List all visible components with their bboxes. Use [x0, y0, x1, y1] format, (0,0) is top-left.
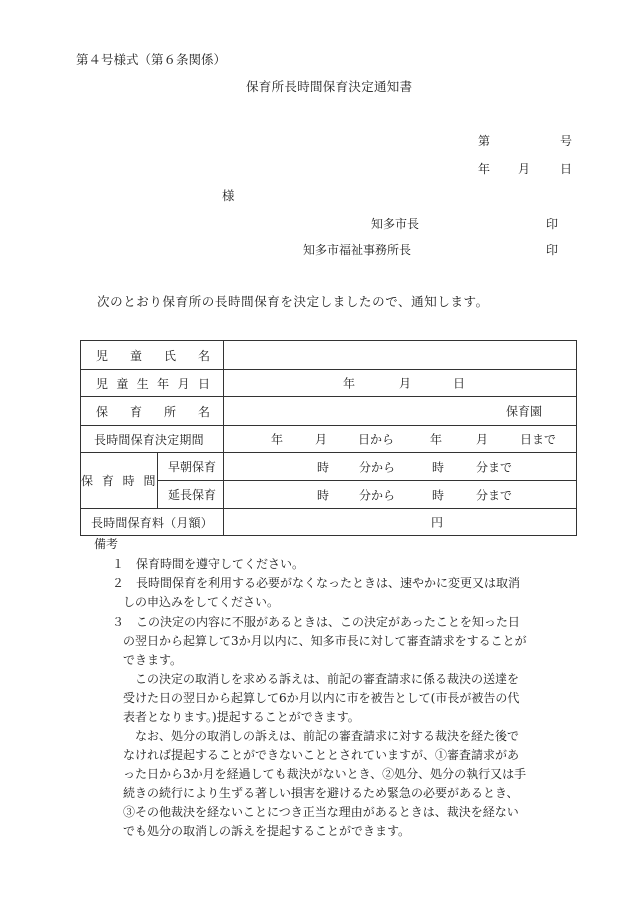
date-month: 月: [518, 162, 531, 176]
row-early-care: [81, 453, 577, 481]
number-suffix: 号: [560, 134, 573, 148]
facility-value[interactable]: 保育園: [224, 397, 577, 426]
extended-care-value[interactable]: 時 分から 時 分まで: [224, 481, 577, 509]
date-day: 日: [560, 162, 573, 176]
period-label: 長時間保育決定期間: [81, 426, 224, 453]
note-1: １ 保育時間を遵守してください。: [112, 557, 305, 571]
sender-mayor: 知多市長: [371, 217, 420, 231]
mayor-seal-mark: 印: [546, 217, 559, 231]
row-fee: [81, 509, 577, 536]
fee-label: 長時間保育料（月額）: [81, 509, 224, 536]
row-facility: [81, 397, 577, 426]
row-birthdate: [81, 370, 577, 397]
office-seal-mark: 印: [546, 243, 559, 257]
note-2-line-1: ２ 長時間保育を利用する必要がなくなったときは、速やかに変更又は取消: [112, 576, 521, 590]
row-child-name: [81, 341, 577, 370]
note-3-para-3-line-6: でも処分の取消しの訴えを提起することができます。: [123, 824, 411, 838]
note-3-line-3: できます。: [123, 653, 183, 667]
note-3-para-2-line-1: この決定の取消しを求める訴えは、前記の審査請求に係る裁決の送達を: [135, 672, 520, 686]
child-name-label: 児 童 氏 名: [81, 341, 224, 370]
extended-care-label: 延長保育: [158, 481, 224, 509]
care-hours-label: 保 育 時 間: [81, 453, 158, 509]
number-prefix: 第: [478, 134, 491, 148]
child-name-value[interactable]: [224, 341, 577, 370]
form-number: 第４号様式（第６条関係）: [76, 52, 227, 67]
early-care-label: 早朝保育: [158, 453, 224, 481]
birthdate-label: 児 童 生 年 月 日: [81, 370, 224, 397]
note-3-para-3-line-5: ③その他裁決を経ないことにつき正当な理由があるときは、裁決を経ない: [123, 805, 519, 819]
birthdate-value[interactable]: 年 月 日: [224, 370, 577, 397]
note-3-para-3-line-4: 続きの続行により生ずる著しい損害を避けるため緊急の必要があるとき、: [123, 786, 519, 800]
row-period: [81, 426, 577, 453]
note-3-line-1: ３ この決定の内容に不服があるときは、この決定があったことを知った日: [112, 615, 520, 629]
fee-value[interactable]: 円: [224, 509, 577, 536]
note-3-para-2-line-3: 表者となります。)提起することができます。: [123, 710, 360, 724]
sender-welfare-office: 知多市福祉事務所長: [303, 243, 412, 257]
facility-label: 保 育 所 名: [81, 397, 224, 426]
note-3-line-2: の翌日から起算して3か月以内に、知多市長に対して審査請求をすることが: [123, 634, 527, 648]
intro-text: 次のとおり保育所の長時間保育を決定しましたので、通知します。: [97, 294, 489, 309]
period-value[interactable]: 年 月 日から 年 月 日まで: [224, 426, 577, 453]
note-3-para-3-line-1: なお、処分の取消しの訴えは、前記の審査請求に対する裁決を経た後で: [135, 729, 520, 743]
note-3-para-2-line-2: 受けた日の翌日から起算して6か月以内に市を被告として(市長が被告の代: [123, 691, 520, 705]
decision-table: [80, 340, 577, 536]
note-3-para-3-line-3: った日から3か月を経過しても裁決がないとき、②処分、処分の執行又は手: [123, 767, 527, 781]
note-3-para-3-line-2: なければ提起することができないこととされていますが、①審査請求があ: [123, 748, 520, 762]
date-year: 年: [478, 162, 491, 176]
note-2-line-2: しの申込みをしてください。: [123, 595, 280, 609]
document-title: 保育所長時間保育決定通知書: [246, 79, 413, 94]
addressee-honorific: 様: [222, 188, 235, 203]
early-care-value[interactable]: 時 分から 時 分まで: [224, 453, 577, 481]
notes-heading: 備考: [94, 537, 119, 551]
